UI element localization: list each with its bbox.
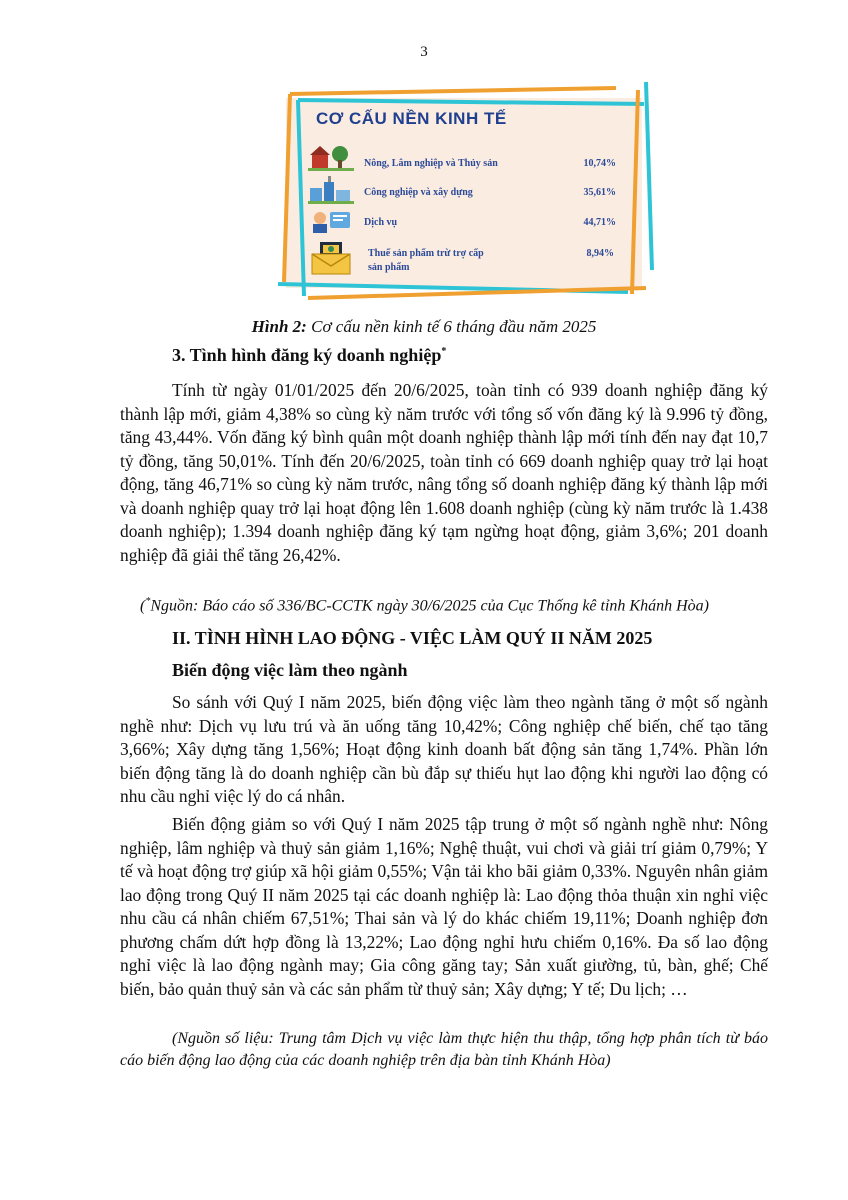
- money-envelope-icon: [310, 242, 354, 276]
- figure-caption: [0, 317, 848, 337]
- farm-icon: [308, 142, 354, 172]
- section-3-heading: [172, 345, 446, 366]
- section-3-source: [140, 596, 709, 615]
- row-value-services: 44,71%: [583, 217, 616, 228]
- source-open-paren: (: [140, 597, 146, 615]
- section-3-body: [120, 379, 768, 567]
- row-label-industry: Công nghiệp và xây dựng: [364, 187, 473, 198]
- infographic-title: CƠ CẤU NỀN KINH TẾ: [316, 109, 507, 128]
- footnote-mark: *: [441, 346, 447, 357]
- section-ii-subheading: Biến động việc làm theo ngành: [172, 660, 408, 680]
- section-ii-source-text: (Nguồn số liệu: Trung tâm Dịch vụ việc làm thực hiện thu thập, tổng hợp phân tích từ báo cáo biến động lao động của các doanh nghiệp trên địa bàn tỉnh Khánh Hòa): [120, 1030, 768, 1069]
- paragraph-increase: So sánh với Quý I năm 2025, biến động việc làm theo ngành tăng ở một số ngành nghề như: Dịch vụ lưu trú và ăn uống tăng 10,42%; Công nghiệp chế biến, chế tạo tăng 3,66%; Xây dựng tăng 1,56%; Hoạt động kinh doanh bất động sản tăng 1,74%. Phần lớn biến động tăng là do doanh nghiệp cần bù đắp sự thiếu hụt lao động khi người lao động có nhu cầu nghỉ việc lý do cá nhân.: [120, 692, 768, 806]
- caption-text: Cơ cấu nền kinh tế 6 tháng đầu năm 2025: [306, 317, 597, 336]
- section-ii-source: [120, 1028, 768, 1072]
- row-label-tax-line2: sản phẩm: [368, 262, 410, 273]
- page-number: 3: [420, 44, 428, 60]
- section-3-heading-text: 3. Tình hình đăng ký doanh nghiệp: [172, 345, 442, 365]
- section-ii-para2: [120, 813, 768, 1001]
- row-label-agriculture: Nông, Lâm nghiệp và Thủy sản: [364, 158, 498, 169]
- service-icon: [308, 208, 354, 234]
- source-footnote-mark: *: [145, 596, 151, 607]
- caption-prefix: Hình 2:: [251, 317, 307, 336]
- source-text: Nguồn: Báo cáo số 336/BC-CCTK ngày 30/6/2025 của Cục Thống kê tỉnh Khánh Hòa): [150, 597, 709, 615]
- row-value-agriculture: 10,74%: [583, 158, 616, 169]
- row-value-industry: 35,61%: [583, 187, 616, 198]
- paragraph-decrease: Biến động giảm so với Quý I năm 2025 tập trung ở một số ngành nghề như: Nông nghiệp, lâm nghiệp và thuỷ sản giảm 1,16%; Nghệ thuật, vui chơi và giải trí giảm 0,79%; Y tế và hoạt động trợ giúp xã hội giảm 0,55%; Vận tải kho bãi giảm 0,33%. Nguyên nhân giảm lao động trong Quý II năm 2025 tại các doanh nghiệp là: Lao động thỏa thuận xin nghỉ việc nhu cầu cá nhân chiếm 67,51%; Thai sản và lý do khác chiếm 19,11%; Doanh nghiệp đơn phương chấm dứt hợp đồng là 13,22%; Lao động nghỉ hưu chiếm 0,16%. Đa số lao động nghỉ việc là lao động ngành may; Gia công găng tay; Sản xuất giường, tủ, bàn, ghế; Chế biến, bảo quản thuỷ sản và các sản phẩm từ thuỷ sản; Xây dựng; Y tế; Du lịch; …: [120, 814, 768, 999]
- row-label-tax: Thuế sản phẩm trừ trợ cấp: [368, 248, 484, 259]
- section-3-paragraph: Tính từ ngày 01/01/2025 đến 20/6/2025, toàn tỉnh có 939 doanh nghiệp đăng ký thành lập mới, giảm 4,38% so cùng kỳ năm trước với tổng số vốn đăng ký là 9.996 tỷ đồng, tăng 43,44%. Vốn đăng ký bình quân một doanh nghiệp thành lập mới tính đến nay đạt 10,7 tỷ đồng, tăng 50,01%. Tính đến 20/6/2025, toàn tỉnh có 669 doanh nghiệp quay trở lại hoạt động, tăng 46,71% so cùng kỳ năm trước, nâng tổng số doanh nghiệp đăng ký thành lập mới và doanh nghiệp quay trở lại hoạt động lên 1.608 doanh nghiệp (cùng kỳ năm trước là 1.438 doanh nghiệp); 1.394 doanh nghiệp đăng ký tạm ngừng hoạt động, giảm 3,6%; 201 doanh nghiệp đã giải thể tăng 26,42%.: [120, 380, 768, 565]
- section-ii-para1: [120, 691, 768, 809]
- economic-structure-infographic: [268, 70, 662, 306]
- factory-icon: [308, 176, 354, 204]
- row-label-services: Dịch vụ: [364, 217, 398, 228]
- section-ii-heading: II. TÌNH HÌNH LAO ĐỘNG - VIỆC LÀM QUÝ II NĂM 2025: [172, 628, 653, 648]
- row-value-tax: 8,94%: [586, 248, 614, 259]
